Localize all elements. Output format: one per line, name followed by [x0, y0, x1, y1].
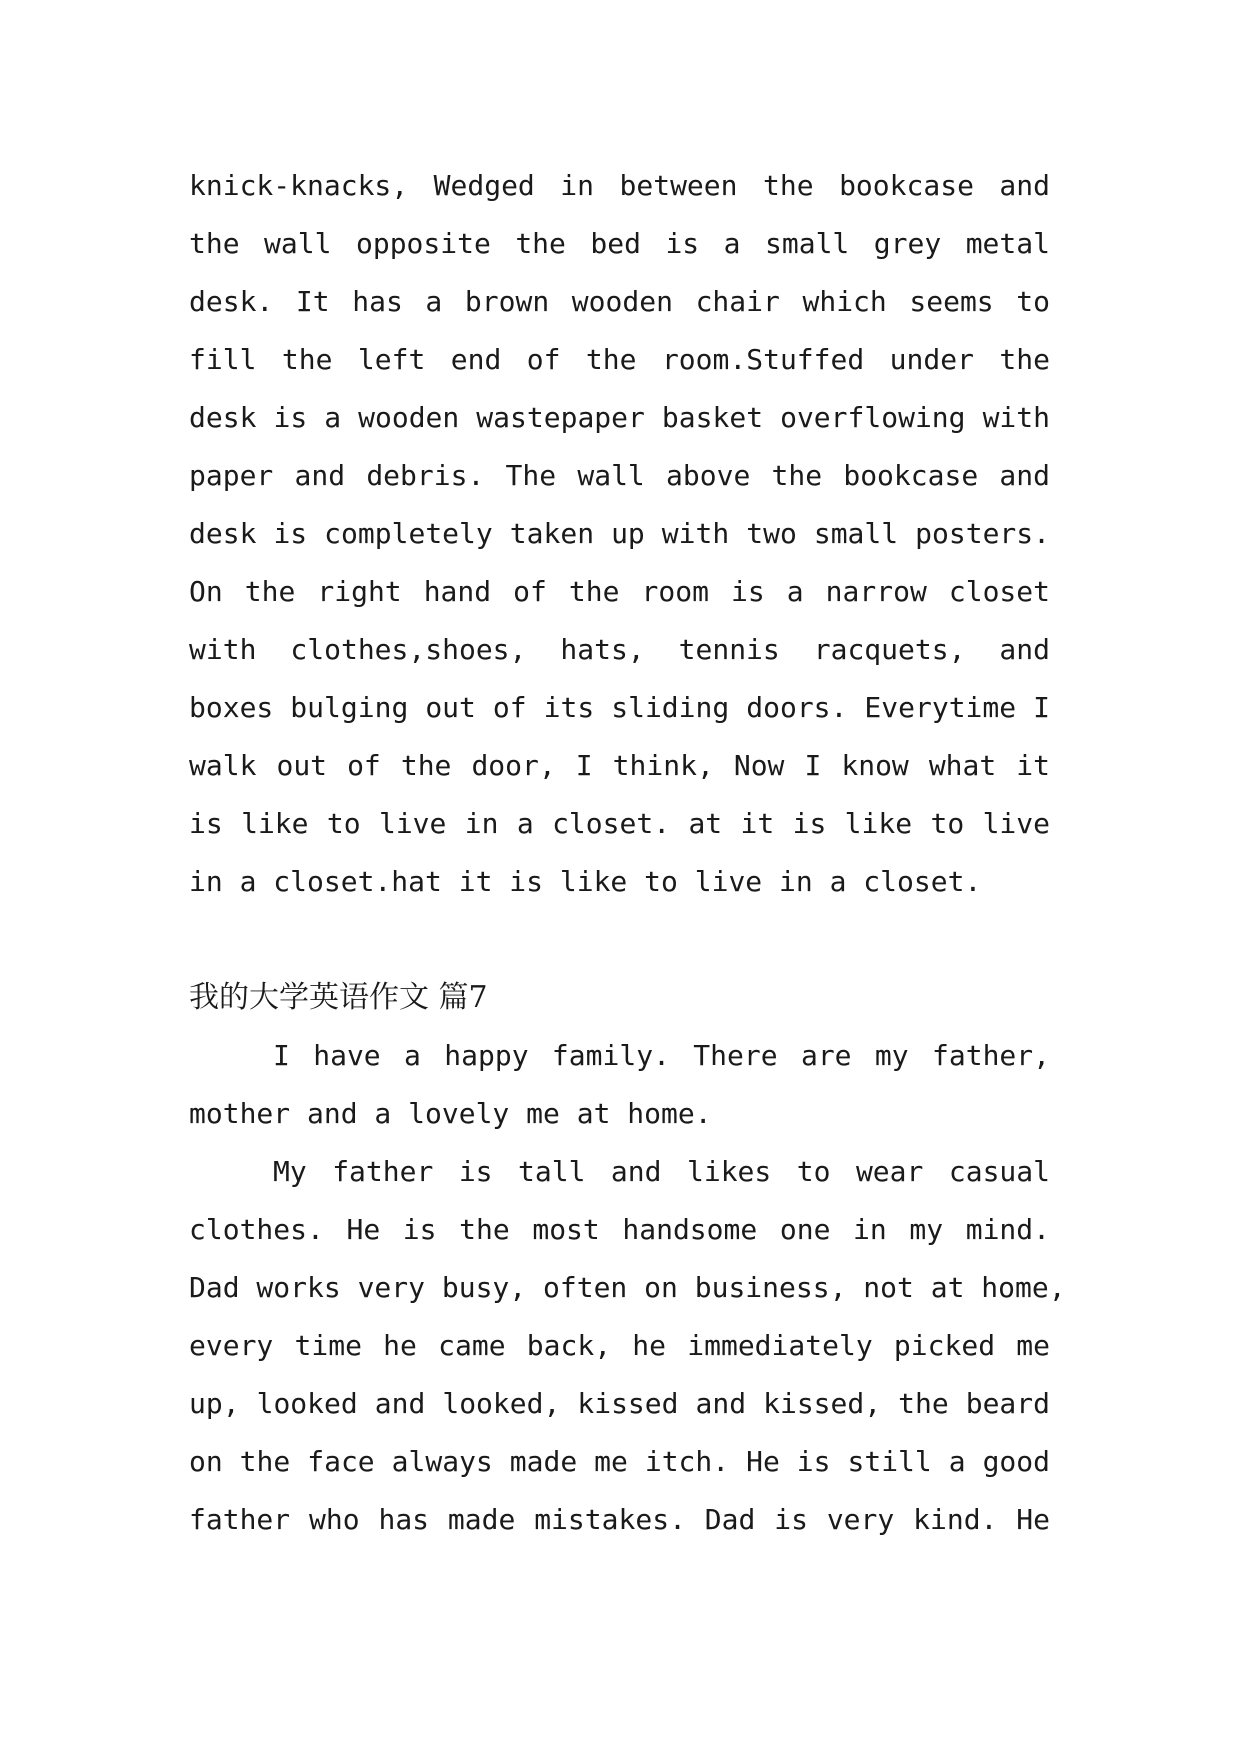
paragraph-line: up, looked and looked, kissed and kissed, the beard — [189, 1387, 1050, 1420]
paragraph-line: with clothes,shoes, hats, tennis racquets, and — [189, 633, 1050, 666]
paragraph-line: mother and a lovely me at home. — [189, 1097, 712, 1130]
section-heading: 我的大学英语作文 篇7 — [189, 980, 488, 1015]
paragraph-line: My father is tall and likes to wear casual — [273, 1155, 1050, 1188]
paragraph-line: clothes. He is the most handsome one in my mind. — [189, 1213, 1050, 1246]
paragraph-line: the wall opposite the bed is a small grey metal — [189, 227, 1050, 260]
paragraph-line: every time he came back, he immediately picked me — [189, 1329, 1050, 1362]
paragraph-line: fill the left end of the room.Stuffed under the — [189, 343, 1050, 376]
paragraph-line: is like to live in a closet. at it is like to live — [189, 807, 1050, 840]
paragraph-line: on the face always made me itch. He is still a good — [189, 1445, 1050, 1478]
paragraph-line: in a closet.hat it is like to live in a closet. — [189, 865, 982, 898]
paragraph-line: desk is completely taken up with two small posters. — [189, 517, 1050, 550]
paragraph-line: desk. It has a brown wooden chair which seems to — [189, 285, 1050, 318]
paragraph-line: I have a happy family. There are my father, — [273, 1039, 1050, 1072]
paragraph-line: Dad works very busy, often on business, not at home, — [189, 1271, 1066, 1304]
paragraph-line: On the right hand of the room is a narrow closet — [189, 575, 1050, 608]
paragraph-line: knick-knacks, Wedged in between the bookcase and — [189, 169, 1050, 202]
paragraph-line: desk is a wooden wastepaper basket overflowing with — [189, 401, 1050, 434]
paragraph-line: walk out of the door, I think, Now I know what it — [189, 749, 1050, 782]
paragraph-line: boxes bulging out of its sliding doors. Everytime I — [189, 691, 1050, 724]
paragraph-line: paper and debris. The wall above the bookcase and — [189, 459, 1050, 492]
paragraph-line: father who has made mistakes. Dad is very kind. He — [189, 1503, 1050, 1536]
